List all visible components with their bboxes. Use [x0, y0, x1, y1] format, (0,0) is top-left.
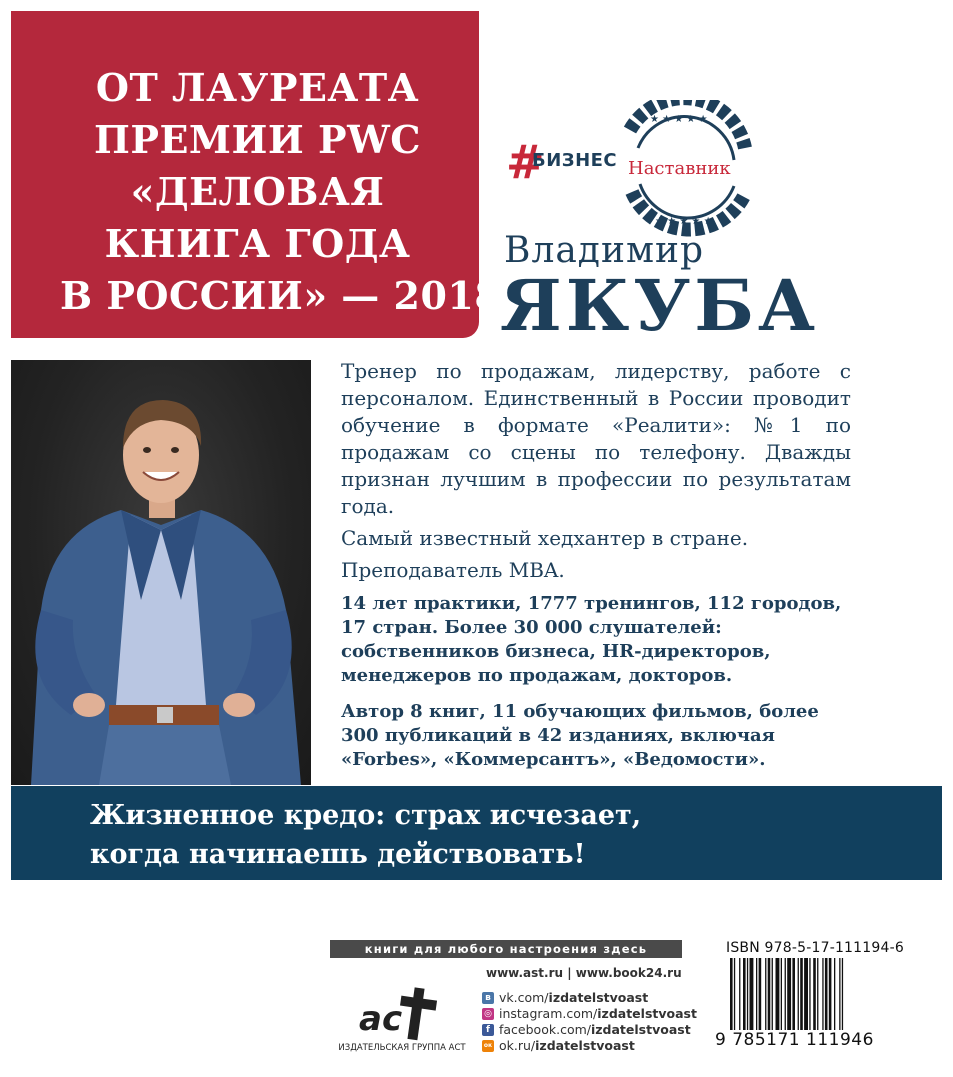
social-prefix: facebook.com/	[499, 1022, 591, 1037]
barcode-bar	[785, 958, 786, 1030]
barcode-bar	[756, 958, 757, 1030]
author-first-name: Владимир	[504, 230, 704, 271]
barcode-bar	[759, 958, 762, 1030]
instagram-icon: ◎	[482, 1008, 494, 1020]
barcode-bar	[809, 958, 810, 1030]
ast-logo-text: ac	[359, 999, 403, 1039]
social-link-instagram[interactable]	[482, 1006, 697, 1021]
svg-text:★ ★ ★ ★ ★: ★ ★ ★ ★ ★	[650, 114, 708, 125]
series-hash: #	[506, 135, 545, 189]
barcode-bar	[798, 958, 799, 1030]
award-line: КНИГА ГОДА	[104, 221, 411, 266]
social-prefix: ok.ru/	[499, 1038, 536, 1053]
social-handle: izdatelstvoast	[535, 1038, 635, 1053]
bio-works: Автор 8 книг, 11 обучающих фильмов, более 300 публикаций в 42 изданиях, включая «Forbes», «Коммерсантъ», «Ведомости».	[341, 701, 819, 770]
bio-stats: 14 лет практики, 1777 тренингов, 112 городов, 17 стран. Более 30 000 слушателей: собственников бизнеса, HR-директоров, менеджеров по продажам, докторов.	[341, 593, 842, 686]
svg-text:★ ★ ★ ★ ★: ★ ★ ★ ★ ★	[655, 216, 713, 227]
barcode-bar	[734, 958, 735, 1030]
social-handle: izdatelstvoast	[548, 990, 649, 1005]
barcode-digits: 9 785171 111946	[715, 1030, 874, 1050]
barcode-bar	[787, 958, 791, 1030]
social-link-facebook[interactable]	[482, 1022, 691, 1037]
award-text	[60, 62, 502, 322]
barcode-bar	[817, 958, 818, 1030]
author-last-name: ЯКУБА	[500, 264, 820, 347]
barcode-bar	[730, 958, 733, 1030]
award-line: ОТ ЛАУРЕАТА	[95, 65, 420, 110]
author-photo	[11, 360, 311, 785]
barcode-bar	[768, 958, 771, 1030]
social-prefix: instagram.com/	[499, 1006, 598, 1021]
social-handle: izdatelstvoast	[597, 1006, 697, 1021]
barcode-bar	[750, 958, 754, 1030]
barcode-bar	[747, 958, 748, 1030]
barcode-bar	[834, 958, 835, 1030]
barcode-bar	[804, 958, 808, 1030]
social-link-ok[interactable]	[482, 1038, 635, 1053]
social-handle: izdatelstvoast	[590, 1022, 691, 1037]
barcode-bar	[743, 958, 746, 1030]
barcode-bar	[765, 958, 766, 1030]
social-prefix: vk.com/	[499, 990, 549, 1005]
credo-line: когда начинаешь действовать!	[90, 839, 586, 870]
facebook-icon: f	[482, 1024, 494, 1036]
publisher-tagline: книги для любого настроения здесь	[364, 942, 648, 956]
barcode-bar	[800, 958, 803, 1030]
barcode-bar	[772, 958, 773, 1030]
barcode-icon	[730, 958, 885, 1030]
bio-paragraph: Тренер по продажам, лидерству, работе с персоналом. Единственный в России проводит обучение в формате «Реалити»: №1 по продажам со сцены по телефону. Дважды признан лучшим в профессии по результатам года.	[341, 359, 851, 518]
credo-text	[90, 796, 890, 874]
social-link-vk[interactable]	[482, 990, 648, 1005]
series-word-mentor: Наставник	[628, 158, 731, 179]
barcode-bar	[739, 958, 740, 1030]
author-bio	[341, 358, 851, 772]
barcode-bar	[822, 958, 823, 1030]
barcode-bar	[792, 958, 795, 1030]
award-line: В РОССИИ» — 2018	[60, 273, 502, 318]
barcode-bar	[829, 958, 832, 1030]
barcode-bar	[813, 958, 816, 1030]
publisher-name: ИЗДАТЕЛЬСКАЯ ГРУППА АСТ	[338, 1043, 466, 1053]
barcode-bar	[776, 958, 780, 1030]
barcode-bar	[839, 958, 840, 1030]
bio-paragraph: Преподаватель MBA.	[341, 558, 565, 582]
barcode-bar	[781, 958, 782, 1030]
award-line: ПРЕМИИ PWC	[93, 117, 422, 162]
isbn-text: ISBN 978-5-17-111194-6	[726, 940, 904, 956]
publisher-websites[interactable]: www.ast.ru | www.book24.ru	[486, 966, 682, 980]
bio-paragraph: Самый известный хедхантер в стране.	[341, 526, 749, 550]
award-line: «ДЕЛОВАЯ	[130, 169, 385, 214]
barcode-bar	[842, 958, 843, 1030]
barcode-bar	[825, 958, 828, 1030]
vk-icon: в	[482, 992, 494, 1004]
odnoklassniki-icon: ок	[482, 1040, 494, 1052]
credo-line: Жизненное кредо: страх исчезает,	[90, 800, 642, 831]
series-word-business: БИЗНЕС	[532, 150, 618, 171]
